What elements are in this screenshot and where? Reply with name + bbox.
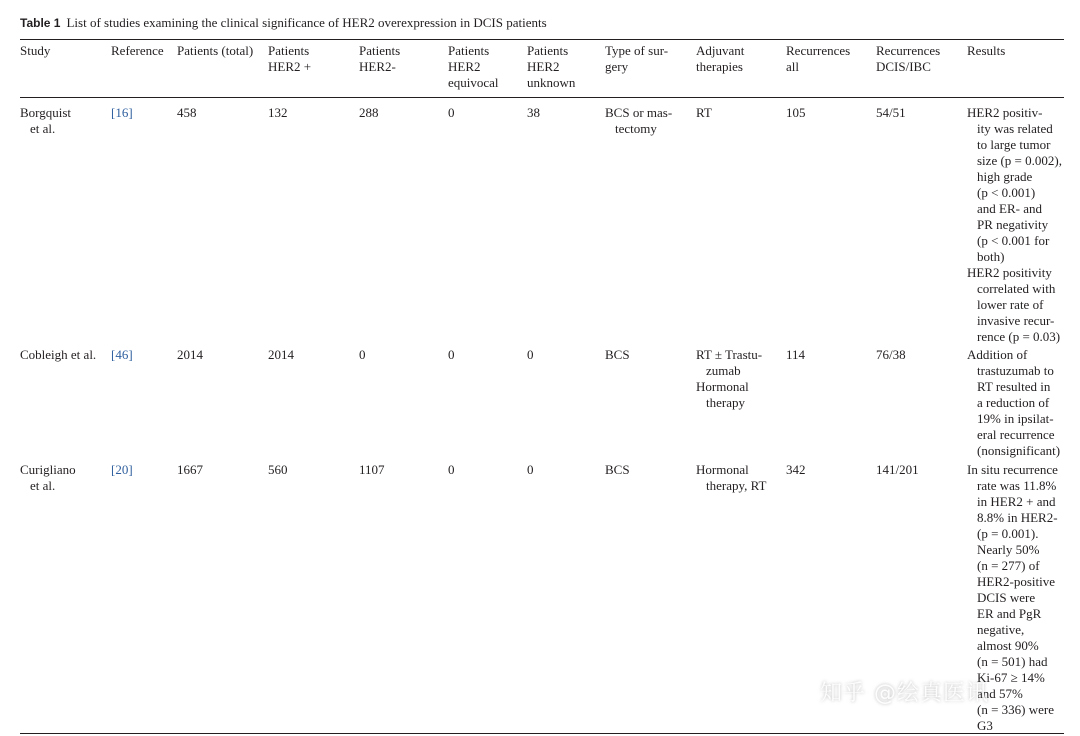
row-recurrences-all: 342 [786,462,806,477]
row-surgery-type: BCS or mas- tectomy [605,105,673,136]
watermark: 知乎 @绘真医讯 [820,681,989,706]
header-surgery-type: Type of sur- gery [605,43,669,74]
row-her2-negative: 1107 [359,462,385,477]
header-her2-positive: Patients HER2 + [268,43,312,74]
table-title: List of studies examining the clinical significance of HER2 overexpression in DCIS patients [66,15,547,30]
row-her2-equivocal: 0 [448,105,455,120]
row-results-continued: HER2 positivity correlated with lower rate of invasive recur- rence (p = 0.03) [967,265,1061,344]
row-her2-equivocal: 0 [448,347,455,362]
row-reference-link[interactable]: [16] [111,105,133,120]
row-her2-positive: 560 [268,462,288,477]
header-adjuvant: Adjuvant therapies [696,43,745,74]
row-her2-negative: 0 [359,347,366,362]
row-results: HER2 positiv- ity was related to large tumor size (p = 0.002), high grade (p < 0.001) and ER- and PR negativity (p < 0.001 for both) [967,105,1062,264]
row-results: Addition of trastuzumab to RT resulted in a reduction of 19% in ipsilat- eral recurrence (nonsignificant) [967,347,1061,458]
bottom-rule [20,733,1064,734]
row-her2-positive: 2014 [268,347,294,362]
header-her2-unknown: Patients HER2 unknown [527,43,576,90]
row-reference-link[interactable]: [46] [111,347,133,362]
row-her2-unknown: 0 [527,462,534,477]
row-study: Borgquist et al. [20,105,72,136]
row-reference-link[interactable]: [20] [111,462,133,477]
row-adjuvant: RT ± Trastu- zumab [696,347,763,378]
row-study: Curigliano et al. [20,462,76,493]
row-results: In situ recurrence rate was 11.8% in HER2 + and 8.8% in HER2- (p = 0.001). Nearly 50% (n = 277) of HER2-positive DCIS were ER and PgR negative, almost 90% (n = 501) had Ki-67 ≥ 14% and 57% (n = 336) were G3 [967,462,1058,733]
table-label: Table 1 [20,16,61,30]
table-caption [20,15,547,31]
row-surgery-type: BCS [605,347,630,362]
row-patients-total: 2014 [177,347,203,362]
row-adjuvant: Hormonal therapy, RT [696,462,767,493]
top-rule [20,39,1064,40]
header-study: Study [20,43,51,58]
header-results: Results [967,43,1006,58]
row-study: Cobleigh et al. [20,347,97,362]
row-recurrences-all: 114 [786,347,806,362]
row-recurrences-dcis-ibc: 141/201 [876,462,919,477]
row-her2-unknown: 0 [527,347,534,362]
header-rule [20,97,1064,98]
row-patients-total: 1667 [177,462,203,477]
header-reference: Reference [111,43,164,58]
row-her2-equivocal: 0 [448,462,455,477]
row-adjuvant: RT [696,105,712,120]
row-patients-total: 458 [177,105,197,120]
row-her2-negative: 288 [359,105,379,120]
header-recurrences-dcis-ibc: Recurrences DCIS/IBC [876,43,941,74]
header-her2-equivocal: Patients HER2 equivocal [448,43,499,90]
row-her2-unknown: 38 [527,105,540,120]
row-recurrences-dcis-ibc: 54/51 [876,105,906,120]
row-surgery-type: BCS [605,462,630,477]
header-patients-total: Patients (total) [177,43,254,58]
row-recurrences-dcis-ibc: 76/38 [876,347,906,362]
header-her2-negative: Patients HER2- [359,43,401,74]
header-recurrences-all: Recurrences all [786,43,851,74]
row-adjuvant-continued: Hormonal therapy [696,379,749,410]
row-her2-positive: 132 [268,105,288,120]
row-recurrences-all: 105 [786,105,806,120]
